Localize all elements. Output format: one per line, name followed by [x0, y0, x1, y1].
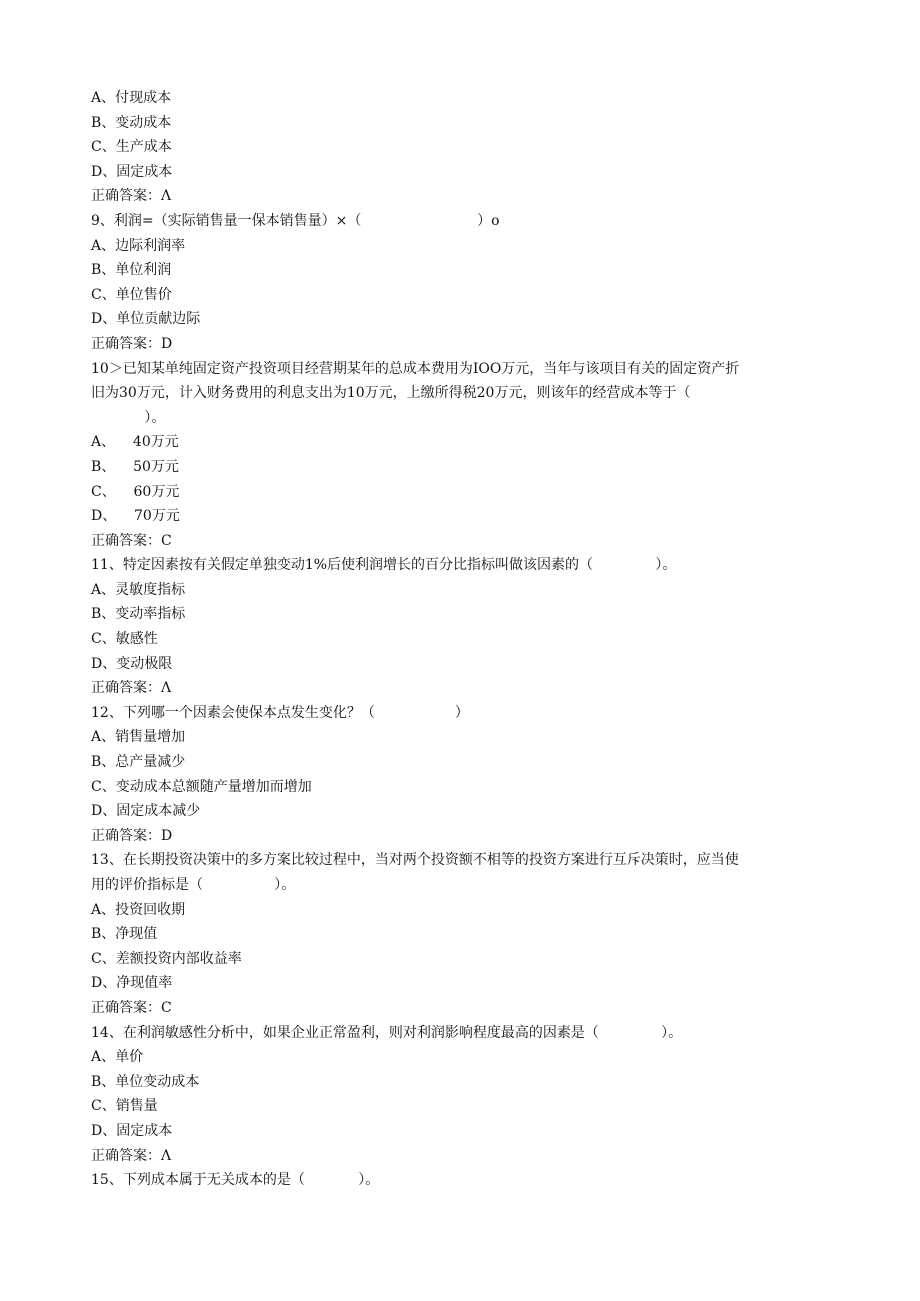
- option-a: A、投资回收期: [91, 901, 186, 918]
- option-a: A、边际利润率: [91, 237, 186, 254]
- option-d: D、单位贡献边际: [91, 311, 201, 328]
- option-c: C、变动成本总额随产量增加而增加: [91, 778, 312, 795]
- option-d: D、固定成本: [91, 1122, 173, 1139]
- option-a: A、单价: [91, 1049, 144, 1066]
- question-14: 14、在利润敏感性分析中，如果企业正常盈利，则对利润影响程度最高的因素是（ ）。: [91, 1024, 683, 1041]
- option-c: C、敏感性: [91, 631, 158, 648]
- answer-line: 正确答案：C: [91, 532, 172, 549]
- option-a: A、 40万元: [91, 434, 179, 451]
- option-c: C、生产成本: [91, 139, 172, 156]
- option-a: A、付现成本: [91, 90, 172, 106]
- answer-line: 正确答案：Λ: [91, 188, 172, 205]
- option-b: B、单位变动成本: [91, 1073, 200, 1090]
- option-b: B、单位利润: [91, 262, 172, 279]
- option-c: C、单位售价: [91, 286, 172, 303]
- question-10-line-1: 10＞已知某单纯固定资产投资项目经营期某年的总成本费用为IOO万元，当年与该项目有关的固定资产折: [91, 360, 740, 377]
- option-d: D、固定成本减少: [91, 803, 201, 820]
- option-b: B、变动成本: [91, 114, 172, 131]
- answer-line: 正确答案：D: [91, 827, 173, 844]
- option-c: C、差额投资内部收益率: [91, 950, 242, 967]
- option-d: D、固定成本: [91, 163, 173, 180]
- document-page: [91, 86, 811, 1193]
- question-9: 9、利润=（实际销售量一保本销售量）×（ ）o: [91, 212, 500, 229]
- option-d: D、变动极限: [91, 655, 173, 672]
- question-10-line-3: ）。: [91, 409, 166, 426]
- option-b: B、 50万元: [91, 458, 179, 475]
- option-a: A、灵敏度指标: [91, 581, 186, 598]
- option-b: B、净现值: [91, 926, 158, 943]
- question-13-line-2: 用的评价指标是（ ）。: [91, 877, 296, 893]
- question-15: 15、下列成本属于无关成本的是（ ）。: [91, 1172, 380, 1189]
- question-12: 12、下列哪一个因素会使保本点发生变化？（ ）: [91, 704, 469, 721]
- option-c: C、 60万元: [91, 483, 180, 500]
- answer-line: 正确答案：Λ: [91, 1147, 172, 1164]
- answer-line: 正确答案：D: [91, 335, 173, 352]
- question-10-line-2: 旧为30万元，计入财务费用的利息支出为10万元，上缴所得税20万元，则该年的经营成本等于（: [91, 385, 691, 402]
- option-a: A、销售量增加: [91, 729, 186, 746]
- question-13-line-1: 13、在长期投资决策中的多方案比较过程中，当对两个投资额不相等的投资方案进行互斥决策时，应当使: [91, 852, 739, 869]
- option-d: D、 70万元: [91, 508, 180, 525]
- answer-line: 正确答案：Λ: [91, 680, 172, 697]
- option-b: B、变动率指标: [91, 606, 186, 623]
- option-d: D、净现值率: [91, 975, 173, 992]
- question-11: 11、特定因素按有关假定单独变动1%后使利润增长的百分比指标叫做该因素的（ ）。: [91, 557, 677, 574]
- answer-line: 正确答案：C: [91, 999, 172, 1016]
- option-b: B、总产量减少: [91, 754, 186, 771]
- option-c: C、销售量: [91, 1098, 158, 1115]
